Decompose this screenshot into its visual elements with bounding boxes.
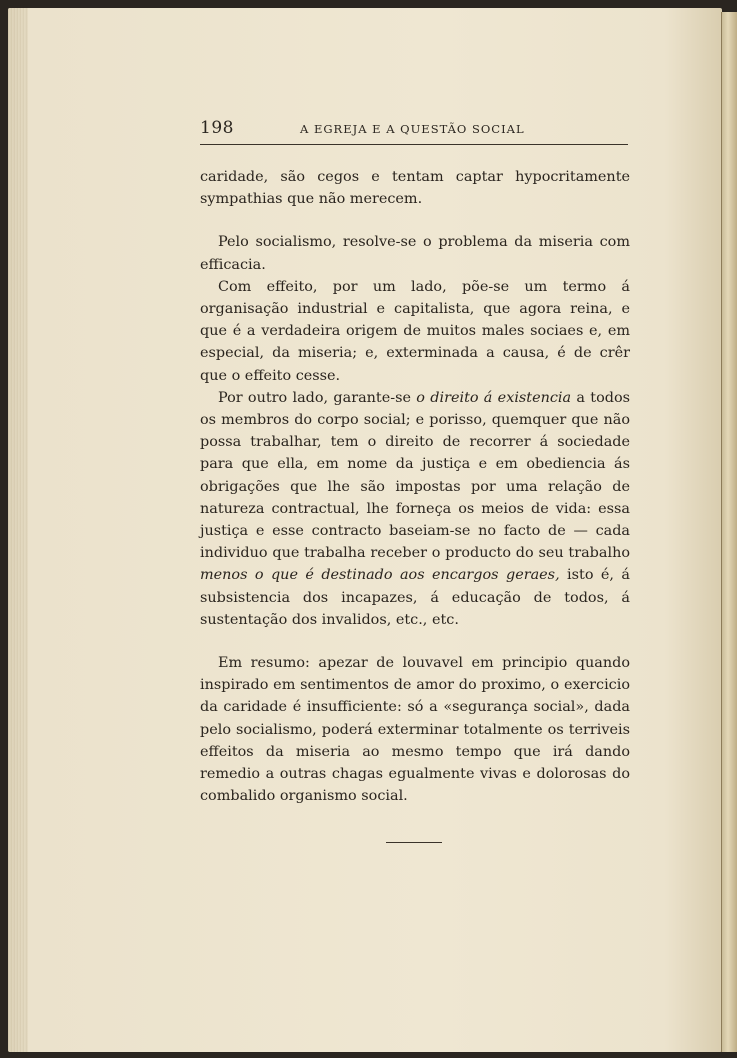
- running-head: A EGREJA E A QUESTÃO SOCIAL: [300, 122, 525, 136]
- paragraph-gap: [200, 210, 630, 231]
- paragraph-3: Com effeito, por um lado, põe-se um termo á organisação industrial e capitalista, que agora reina, e que é a verdadeira origem de muitos males sociaes e, em especial, da miseria; e, exterminada a causa, é de crêr que o effeito cesse.: [200, 278, 630, 384]
- page-stack-edge: [721, 12, 737, 1052]
- closing-rule: [386, 842, 442, 843]
- page-number: 198: [200, 118, 234, 138]
- paragraph-4-text-b: a todos os membros do corpo social; e porisso, quemquer que não possa trabalhar, tem o direito de recorrer á sociedade para que ella, em nome da justiça e em obediencia ás obrigações que lhe são impostas por uma relação de natureza contractual, lhe forneça os meios de vida: essa justiça e esse contracto baseiam-se no facto de — cada individuo que trabalha receber o producto do seu trabalho: [200, 389, 631, 562]
- paragraph-5: Em resumo: apezar de louvavel em principio quando inspirado em sentimentos de amor do proximo, o exercicio da caridade é insufficiente: só a «segurança social», dada pelo socialismo, poderá exterminar totalmente os terriveis effeitos da miseria ao mesmo tempo que irá dando remedio a outras chagas egualmente vivas e dolorosas do combalido organismo social.: [200, 655, 630, 805]
- paragraph-gap: [200, 631, 630, 652]
- paragraph-2: Pelo socialismo, resolve-se o problema da miseria com efficacia.: [200, 234, 630, 273]
- body-text: [200, 166, 630, 807]
- binding-edge: [8, 8, 28, 1052]
- paragraph-4-emphasis-1: o direito á existencia: [416, 389, 572, 406]
- paragraph-4: [200, 387, 630, 631]
- page-header: [200, 118, 628, 138]
- header-rule: [200, 144, 628, 145]
- paragraph-4-text-c: isto é, á subsistencia dos incapazes, á educação de todos, á sustentação dos invalidos, etc., etc.: [200, 567, 630, 628]
- paragraph-1: caridade, são cegos e tentam captar hypocritamente sympathias que não merecem.: [200, 169, 630, 208]
- paragraph-4-text-a: Por outro lado, garante-se: [218, 389, 417, 406]
- paragraph-4-emphasis-2: menos o que é destinado aos encargos geraes,: [200, 567, 560, 584]
